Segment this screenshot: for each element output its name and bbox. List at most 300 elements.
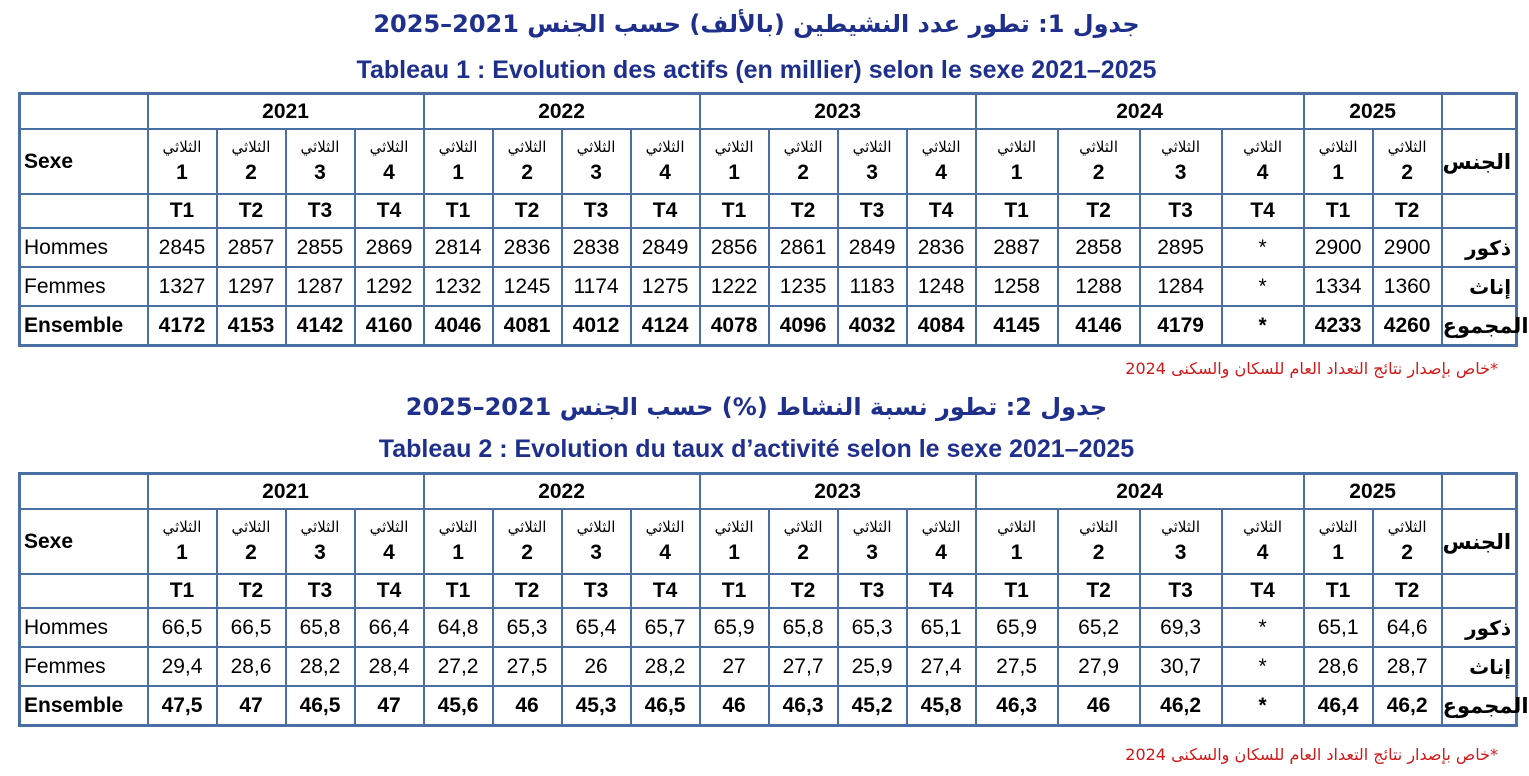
- quarter-word: الثلاثي: [369, 517, 409, 536]
- year-header: 2022: [424, 94, 700, 130]
- quarter-header: [838, 129, 907, 194]
- quarter-code: T1: [424, 194, 493, 228]
- year-header: 2025: [1304, 94, 1442, 130]
- data-cell: 46,3: [769, 686, 838, 726]
- quarter-header: [1304, 509, 1373, 574]
- data-cell: 66,5: [148, 608, 217, 647]
- quarter-word: الثلاثي: [997, 517, 1037, 536]
- data-cell: 29,4: [148, 647, 217, 686]
- data-cell: *: [1222, 686, 1304, 726]
- data-cell: 1248: [907, 267, 976, 306]
- total-row: [20, 306, 1517, 346]
- quarter-number: 3: [866, 160, 878, 184]
- quarter-word: الثلاثي: [507, 137, 547, 156]
- data-cell: 47: [217, 686, 286, 726]
- data-cell: 28,4: [355, 647, 424, 686]
- quarter-code: T1: [700, 194, 769, 228]
- quarter-header: [1304, 129, 1373, 194]
- year-header: 2023: [700, 474, 976, 510]
- year-header: 2021: [148, 474, 424, 510]
- quarter-header: [976, 129, 1058, 194]
- quarter-code: T3: [562, 194, 631, 228]
- data-cell: 4179: [1140, 306, 1222, 346]
- quarter-number: 3: [314, 540, 326, 564]
- data-cell: 28,6: [1304, 647, 1373, 686]
- quarter-code: T4: [907, 194, 976, 228]
- quarter-header: [700, 129, 769, 194]
- data-cell: 46,2: [1373, 686, 1442, 726]
- data-row: [20, 228, 1517, 267]
- row-label-french: Femmes: [20, 267, 148, 306]
- data-cell: 4160: [355, 306, 424, 346]
- data-cell: 4260: [1373, 306, 1442, 346]
- data-cell: 46,4: [1304, 686, 1373, 726]
- quarter-number: 2: [1401, 160, 1413, 184]
- row-label-french: Femmes: [20, 647, 148, 686]
- quarter-word: الثلاثي: [162, 517, 202, 536]
- quarter-header: [562, 129, 631, 194]
- sex-header-arabic: الجنس: [1442, 129, 1517, 194]
- data-cell: 46: [493, 686, 562, 726]
- data-cell: 65,1: [907, 608, 976, 647]
- quarter-header: [631, 509, 700, 574]
- quarter-code: T3: [1140, 194, 1222, 228]
- row-label-arabic: إناث: [1442, 647, 1517, 686]
- data-row: [20, 608, 1517, 647]
- data-cell: 46,5: [631, 686, 700, 726]
- quarter-code: T1: [1304, 574, 1373, 608]
- data-cell: 27,9: [1058, 647, 1140, 686]
- data-cell: 26: [562, 647, 631, 686]
- data-cell: 64,6: [1373, 608, 1442, 647]
- table2-title-french: Tableau 2 : Evolution du taux d’activité selon le sexe 2021–2025: [378, 435, 1135, 463]
- quarter-code: T3: [286, 194, 355, 228]
- quarter-code-row: [20, 194, 1517, 228]
- quarter-word: الثلاثي: [783, 137, 823, 156]
- data-cell: 65,9: [976, 608, 1058, 647]
- data-cell: 28,2: [631, 647, 700, 686]
- data-cell: 27,4: [907, 647, 976, 686]
- data-cell: 2858: [1058, 228, 1140, 267]
- quarter-header: [148, 509, 217, 574]
- sex-header-arabic: الجنس: [1442, 509, 1517, 574]
- year-header: 2023: [700, 94, 976, 130]
- quarter-header-row: [20, 509, 1517, 574]
- quarter-header: [1140, 129, 1222, 194]
- quarter-code-row: [20, 574, 1517, 608]
- quarter-code: T1: [424, 574, 493, 608]
- quarter-header: [1140, 509, 1222, 574]
- quarter-number: 1: [1332, 160, 1344, 184]
- data-cell: 1287: [286, 267, 355, 306]
- quarter-number: 1: [1332, 540, 1344, 564]
- quarter-code: T4: [907, 574, 976, 608]
- year-header: 2024: [976, 94, 1304, 130]
- row-label-arabic: إناث: [1442, 267, 1517, 306]
- quarter-number: 3: [314, 160, 326, 184]
- quarter-word: الثلاثي: [921, 517, 961, 536]
- data-cell: *: [1222, 228, 1304, 267]
- data-cell: 4078: [700, 306, 769, 346]
- sex-header-french: Sexe: [20, 129, 148, 194]
- data-cell: 30,7: [1140, 647, 1222, 686]
- quarter-header: [976, 509, 1058, 574]
- quarter-number: 1: [728, 160, 740, 184]
- quarter-header: [1058, 129, 1140, 194]
- quarter-header: [769, 509, 838, 574]
- quarter-word: الثلاثي: [300, 517, 340, 536]
- data-cell: *: [1222, 608, 1304, 647]
- quarter-number: 1: [452, 160, 464, 184]
- quarter-word: الثلاثي: [1387, 137, 1427, 156]
- data-cell: 46,5: [286, 686, 355, 726]
- data-cell: 2895: [1140, 228, 1222, 267]
- blank-cell: [1442, 574, 1517, 608]
- quarter-code: T2: [1373, 194, 1442, 228]
- data-cell: 1297: [217, 267, 286, 306]
- data-cell: *: [1222, 306, 1304, 346]
- data-cell: 4233: [1304, 306, 1373, 346]
- quarter-code: T1: [700, 574, 769, 608]
- quarter-word: الثلاثي: [714, 517, 754, 536]
- quarter-word: الثلاثي: [231, 517, 271, 536]
- data-cell: 4172: [148, 306, 217, 346]
- quarter-number: 4: [659, 160, 671, 184]
- quarter-header: [286, 509, 355, 574]
- data-cell: 1174: [562, 267, 631, 306]
- quarter-number: 2: [1092, 160, 1105, 184]
- quarter-word: الثلاثي: [231, 137, 271, 156]
- quarter-code: T2: [1058, 574, 1140, 608]
- data-cell: 46,3: [976, 686, 1058, 726]
- data-cell: 2814: [424, 228, 493, 267]
- data-cell: 1327: [148, 267, 217, 306]
- sex-header-french: Sexe: [20, 509, 148, 574]
- quarter-number: 2: [521, 540, 533, 564]
- quarter-header: [355, 509, 424, 574]
- data-cell: 65,1: [1304, 608, 1373, 647]
- quarter-code: T2: [217, 194, 286, 228]
- data-cell: 2869: [355, 228, 424, 267]
- quarter-code: T4: [355, 574, 424, 608]
- quarter-word: الثلاثي: [1387, 517, 1427, 536]
- quarter-code: T3: [1140, 574, 1222, 608]
- table2-title-arabic: جدول 2: تطور نسبة النشاط (%) حسب الجنس 2021–2025: [405, 393, 1108, 421]
- quarter-number: 3: [590, 540, 602, 564]
- quarter-header: [1058, 509, 1140, 574]
- quarter-number: 2: [1401, 540, 1413, 564]
- data-row: [20, 267, 1517, 306]
- quarter-word: الثلاثي: [645, 137, 685, 156]
- data-cell: 45,3: [562, 686, 631, 726]
- quarter-word: الثلاثي: [1161, 137, 1201, 156]
- quarter-header: [1222, 509, 1304, 574]
- data-cell: 4012: [562, 306, 631, 346]
- quarter-header: [424, 129, 493, 194]
- quarter-word: الثلاثي: [369, 137, 409, 156]
- quarter-word: الثلاثي: [438, 517, 478, 536]
- data-cell: 46: [1058, 686, 1140, 726]
- quarter-code: T3: [562, 574, 631, 608]
- data-row: [20, 647, 1517, 686]
- quarter-number: 1: [176, 160, 188, 184]
- quarter-header: [355, 129, 424, 194]
- table1-active-population: [18, 92, 1529, 347]
- quarter-word: الثلاثي: [507, 517, 547, 536]
- quarter-number: 3: [1174, 160, 1187, 184]
- data-cell: 1284: [1140, 267, 1222, 306]
- data-cell: 4153: [217, 306, 286, 346]
- data-cell: 4146: [1058, 306, 1140, 346]
- data-cell: 2855: [286, 228, 355, 267]
- data-cell: 45,6: [424, 686, 493, 726]
- quarter-word: الثلاثي: [852, 517, 892, 536]
- quarter-number: 1: [1010, 160, 1023, 184]
- quarter-word: الثلاثي: [783, 517, 823, 536]
- quarter-word: الثلاثي: [1243, 517, 1283, 536]
- data-cell: 2857: [217, 228, 286, 267]
- data-cell: 2836: [493, 228, 562, 267]
- quarter-header: [148, 129, 217, 194]
- quarter-code: T1: [976, 194, 1058, 228]
- quarter-number: 1: [728, 540, 740, 564]
- data-cell: 2900: [1373, 228, 1442, 267]
- quarter-number: 2: [797, 160, 809, 184]
- quarter-code: T1: [148, 194, 217, 228]
- quarter-number: 2: [797, 540, 809, 564]
- quarter-code: T4: [631, 574, 700, 608]
- quarter-number: 4: [935, 540, 947, 564]
- quarter-number: 1: [1010, 540, 1023, 564]
- data-cell: 28,7: [1373, 647, 1442, 686]
- data-cell: 1292: [355, 267, 424, 306]
- data-cell: 65,9: [700, 608, 769, 647]
- year-header: 2024: [976, 474, 1304, 510]
- quarter-code: T4: [1222, 194, 1304, 228]
- quarter-header: [1373, 129, 1442, 194]
- data-cell: 4142: [286, 306, 355, 346]
- year-header: 2022: [424, 474, 700, 510]
- data-cell: 1360: [1373, 267, 1442, 306]
- quarter-word: الثلاثي: [1243, 137, 1283, 156]
- quarter-header: [562, 509, 631, 574]
- quarter-header: [424, 509, 493, 574]
- quarter-code: T3: [838, 574, 907, 608]
- data-cell: 65,8: [769, 608, 838, 647]
- quarter-code: T2: [769, 574, 838, 608]
- table2-activity-rate: [18, 472, 1529, 727]
- quarter-code: T2: [1058, 194, 1140, 228]
- quarter-word: الثلاثي: [300, 137, 340, 156]
- quarter-header: [838, 509, 907, 574]
- quarter-code: T1: [148, 574, 217, 608]
- data-cell: 1288: [1058, 267, 1140, 306]
- data-cell: 2900: [1304, 228, 1373, 267]
- quarter-number: 3: [590, 160, 602, 184]
- quarter-code: T1: [976, 574, 1058, 608]
- data-cell: 1334: [1304, 267, 1373, 306]
- quarter-code: T4: [1222, 574, 1304, 608]
- quarter-word: الثلاثي: [921, 137, 961, 156]
- quarter-code: T3: [838, 194, 907, 228]
- quarter-header: [493, 129, 562, 194]
- data-cell: *: [1222, 267, 1304, 306]
- data-cell: 27,5: [976, 647, 1058, 686]
- year-header: 2025: [1304, 474, 1442, 510]
- year-header-row: [20, 94, 1517, 130]
- quarter-number: 4: [383, 540, 395, 564]
- quarter-word: الثلاثي: [576, 137, 616, 156]
- table1-title-arabic: جدول 1: تطور عدد النشيطين (بالألف) حسب الجنس 2021–2025: [373, 10, 1140, 38]
- data-cell: 1222: [700, 267, 769, 306]
- row-label-arabic: المجموع: [1442, 686, 1517, 726]
- data-cell: 1258: [976, 267, 1058, 306]
- quarter-code: T1: [1304, 194, 1373, 228]
- quarter-word: الثلاثي: [1079, 517, 1119, 536]
- quarter-number: 2: [245, 540, 257, 564]
- quarter-word: الثلاثي: [438, 137, 478, 156]
- data-cell: 46: [700, 686, 769, 726]
- data-cell: 27: [700, 647, 769, 686]
- quarter-number: 4: [659, 540, 671, 564]
- quarter-header: [1373, 509, 1442, 574]
- data-cell: 45,8: [907, 686, 976, 726]
- quarter-header: [493, 509, 562, 574]
- data-cell: 28,6: [217, 647, 286, 686]
- quarter-code: T2: [493, 574, 562, 608]
- quarter-header: [700, 509, 769, 574]
- data-cell: 69,3: [1140, 608, 1222, 647]
- table2-footnote: *خاص بإصدار نتائج التعداد العام للسكان والسكنى 2024: [1125, 745, 1498, 764]
- data-cell: 25,9: [838, 647, 907, 686]
- quarter-word: الثلاثي: [576, 517, 616, 536]
- data-cell: 4096: [769, 306, 838, 346]
- data-cell: 27,2: [424, 647, 493, 686]
- quarter-header: [286, 129, 355, 194]
- data-cell: 2887: [976, 228, 1058, 267]
- quarter-header: [907, 509, 976, 574]
- data-cell: 65,7: [631, 608, 700, 647]
- quarter-word: الثلاثي: [645, 517, 685, 536]
- data-cell: 1232: [424, 267, 493, 306]
- data-cell: 47: [355, 686, 424, 726]
- data-cell: 65,4: [562, 608, 631, 647]
- data-cell: 1245: [493, 267, 562, 306]
- table1-title-french: Tableau 1 : Evolution des actifs (en millier) selon le sexe 2021–2025: [356, 56, 1157, 84]
- data-cell: 65,2: [1058, 608, 1140, 647]
- data-cell: 1183: [838, 267, 907, 306]
- quarter-code: T2: [1373, 574, 1442, 608]
- quarter-code: T2: [493, 194, 562, 228]
- data-cell: 4145: [976, 306, 1058, 346]
- data-cell: 2861: [769, 228, 838, 267]
- blank-cell: [20, 574, 148, 608]
- data-cell: 46,2: [1140, 686, 1222, 726]
- quarter-code: T4: [631, 194, 700, 228]
- quarter-header: [1222, 129, 1304, 194]
- data-cell: 64,8: [424, 608, 493, 647]
- total-row: [20, 686, 1517, 726]
- quarter-number: 4: [383, 160, 395, 184]
- row-label-arabic: ذكور: [1442, 608, 1517, 647]
- data-cell: 4046: [424, 306, 493, 346]
- table1-footnote: *خاص بإصدار نتائج التعداد العام للسكان والسكنى 2024: [1125, 359, 1498, 378]
- header-corner-blank: [20, 94, 148, 130]
- quarter-header: [631, 129, 700, 194]
- row-label-french: Ensemble: [20, 306, 148, 346]
- quarter-number: 2: [245, 160, 257, 184]
- row-label-french: Ensemble: [20, 686, 148, 726]
- data-cell: 27,7: [769, 647, 838, 686]
- row-label-arabic: ذكور: [1442, 228, 1517, 267]
- data-cell: 4032: [838, 306, 907, 346]
- data-cell: 45,2: [838, 686, 907, 726]
- quarter-word: الثلاثي: [714, 137, 754, 156]
- header-corner-blank: [1442, 94, 1517, 130]
- quarter-word: الثلاثي: [162, 137, 202, 156]
- data-cell: 2836: [907, 228, 976, 267]
- data-cell: 2849: [838, 228, 907, 267]
- quarter-code: T2: [217, 574, 286, 608]
- quarter-code: T4: [355, 194, 424, 228]
- quarter-header-row: [20, 129, 1517, 194]
- quarter-number: 3: [1174, 540, 1187, 564]
- data-cell: 66,5: [217, 608, 286, 647]
- quarter-header: [217, 509, 286, 574]
- data-cell: 1275: [631, 267, 700, 306]
- data-cell: 2849: [631, 228, 700, 267]
- data-cell: 65,3: [838, 608, 907, 647]
- quarter-number: 2: [1092, 540, 1105, 564]
- data-cell: 28,2: [286, 647, 355, 686]
- quarter-header: [907, 129, 976, 194]
- data-cell: 4081: [493, 306, 562, 346]
- data-cell: 2856: [700, 228, 769, 267]
- row-label-french: Hommes: [20, 608, 148, 647]
- quarter-word: الثلاثي: [1318, 517, 1358, 536]
- blank-cell: [20, 194, 148, 228]
- row-label-french: Hommes: [20, 228, 148, 267]
- data-cell: 65,3: [493, 608, 562, 647]
- quarter-number: 2: [521, 160, 533, 184]
- quarter-word: الثلاثي: [1161, 517, 1201, 536]
- quarter-number: 1: [452, 540, 464, 564]
- data-cell: 66,4: [355, 608, 424, 647]
- data-cell: 4124: [631, 306, 700, 346]
- blank-cell: [1442, 194, 1517, 228]
- data-cell: 2845: [148, 228, 217, 267]
- quarter-word: الثلاثي: [1318, 137, 1358, 156]
- data-cell: 2838: [562, 228, 631, 267]
- data-cell: 4084: [907, 306, 976, 346]
- quarter-header: [217, 129, 286, 194]
- quarter-code: T3: [286, 574, 355, 608]
- quarter-number: 4: [1256, 540, 1269, 564]
- quarter-number: 3: [866, 540, 878, 564]
- quarter-number: 4: [1256, 160, 1269, 184]
- data-cell: 65,8: [286, 608, 355, 647]
- quarter-header: [769, 129, 838, 194]
- year-header-row: [20, 474, 1517, 510]
- quarter-code: T2: [769, 194, 838, 228]
- year-header: 2021: [148, 94, 424, 130]
- data-cell: *: [1222, 647, 1304, 686]
- quarter-word: الثلاثي: [852, 137, 892, 156]
- data-cell: 27,5: [493, 647, 562, 686]
- data-cell: 1235: [769, 267, 838, 306]
- quarter-word: الثلاثي: [997, 137, 1037, 156]
- header-corner-blank: [20, 474, 148, 510]
